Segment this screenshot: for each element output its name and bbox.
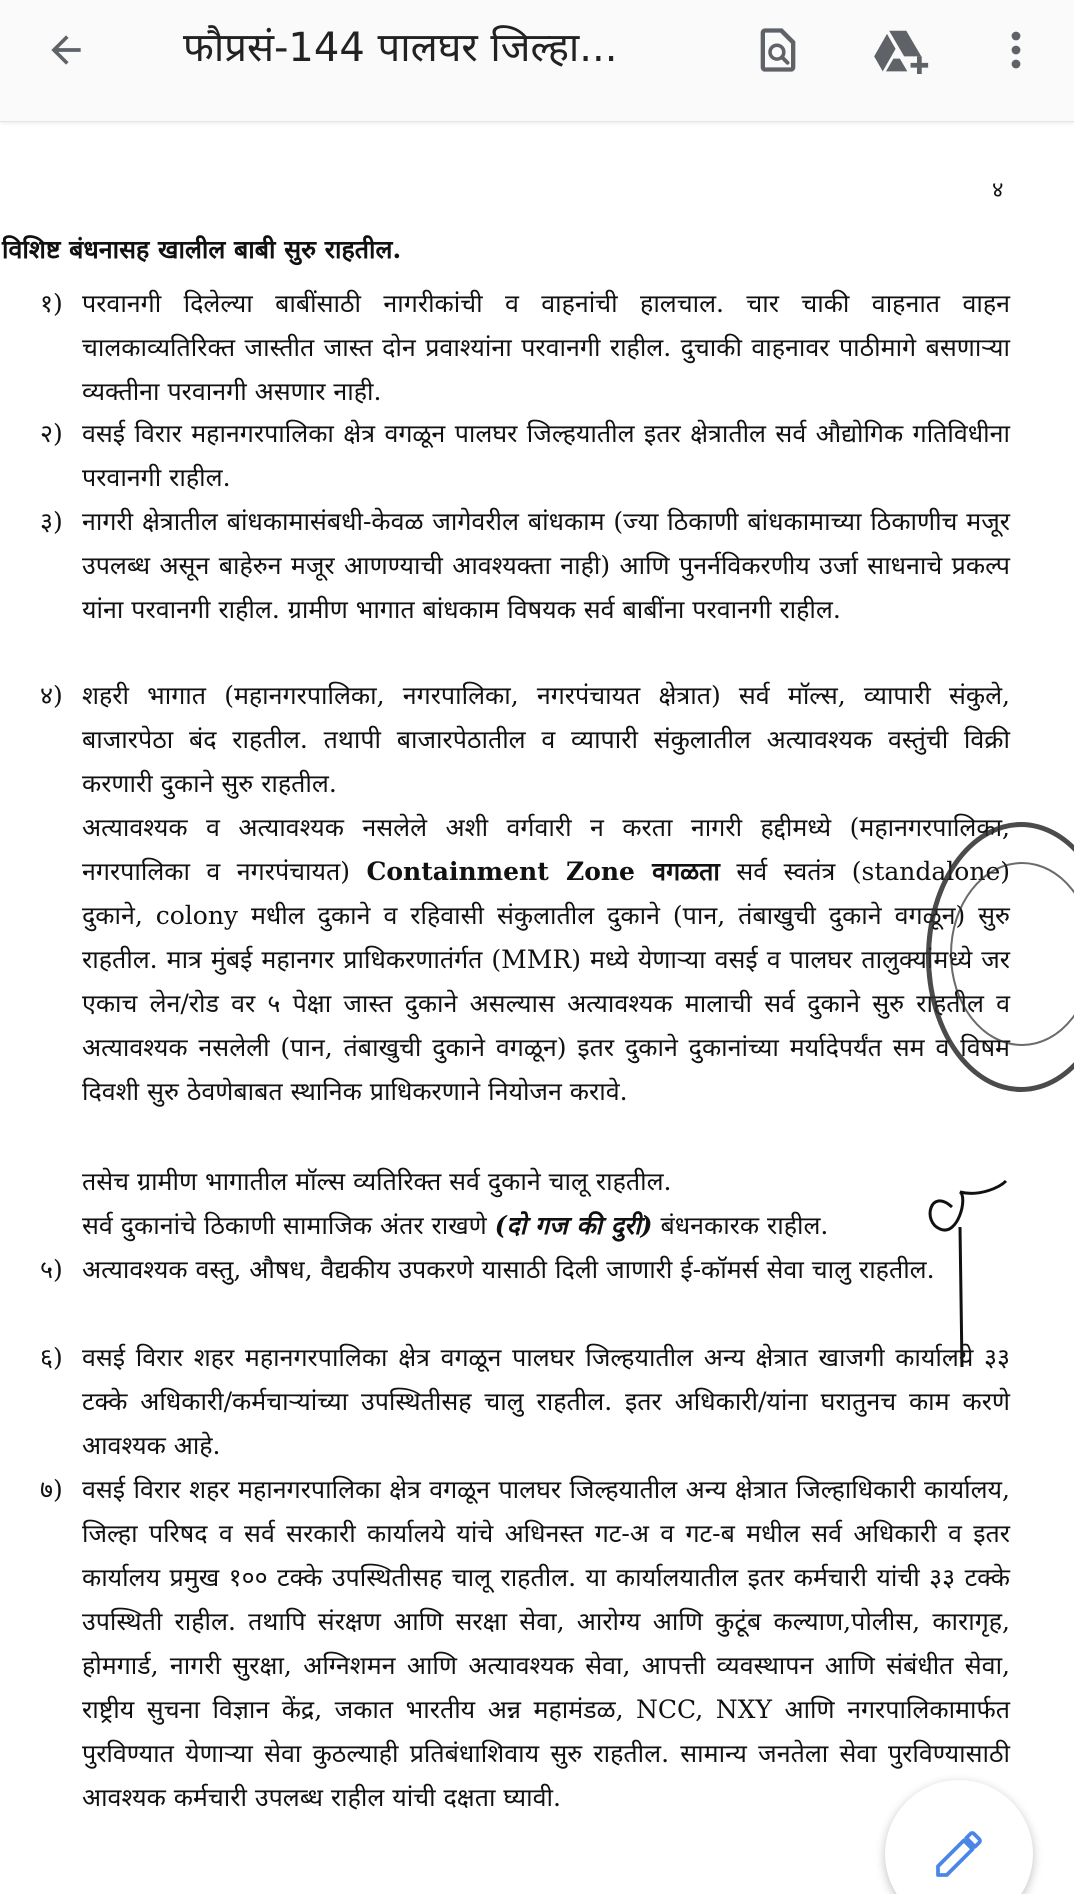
item-text: परवानगी दिलेल्या बाबींसाठी नागरीकांची व वाहनांची हालचाल. चार चाकी वाहनात वाहन चालकाव्यतिरिक्त जास्तीत जास्त दोन प्रवाश्यांना परवानगी राहील. दुचाकी वाहनावर पाठीमागे बसणाऱ्या व्यक्तीना परवानगी असणार नाही. <box>82 289 1010 406</box>
item-number: २) <box>40 419 63 448</box>
app-bar <box>0 0 1074 122</box>
containment-text-after: सर्व स्वतंत्र (standalone) दुकाने, colony मधील दुकाने व रहिवासी संकुलातील दुकाने (पान, तंबाखुची दुकाने वगळून) सुरु राहतील. मात्र मुंबई महानगर प्राधिकरणातंर्गत (MMR) मध्ये येणाऱ्या वसई व पालघर तालुक्यांमध्ये जर एकाच लेन/रोड वर ५ पेक्षा जास्त दुकाने असल्यास अत्यावश्यक मालाची सर्व दुकाने सुरु राहतील व अत्यावश्यक नसलेली (पान, तंबाखुची दुकाने वगळून) इतर दुकाने दुकानांच्या मर्यादेपर्यंत सम व विषम दिवशी सुरु ठेवणेबाबत स्थानिक प्राधिकरणाने नियोजन करावे. <box>82 857 1010 1106</box>
more-options-button[interactable] <box>984 18 1048 82</box>
item-text: शहरी भागात (महानगरपालिका, नगरपालिका, नगरपंचायत क्षेत्रात) सर्व मॉल्स, व्यापारी संकुले, बाजारपेठा बंद राहतील. तथापी बाजारपेठातील व व्यापारी संकुलातील अत्यावश्यक वस्तुंची विक्री करणारी दुकाने सुरु राहतील. <box>82 681 1010 798</box>
find-in-page-icon <box>752 24 804 76</box>
back-button[interactable] <box>38 22 94 78</box>
rural-paragraph: तसेच ग्रामीण भागातील मॉल्स व्यतिरिक्त सर्व दुकाने चालू राहतील. <box>82 1167 672 1196</box>
list-item <box>40 1336 1010 1468</box>
item-number: १) <box>40 289 63 318</box>
item-number: ७) <box>40 1475 63 1504</box>
distance-paragraph <box>82 1204 1010 1248</box>
containment-zone-bold: Containment Zone वगळता <box>366 857 720 886</box>
item-number: ४) <box>40 681 63 710</box>
signature-mark <box>920 1167 1040 1367</box>
item-number: ५) <box>40 1255 63 1284</box>
list-item <box>40 412 1010 500</box>
more-vert-icon <box>992 26 1040 74</box>
section-heading: विशिष्ट बंधनासह खालील बाबी सुरु राहतील. <box>2 235 402 264</box>
distance-text-after: बंधनकारक राहील. <box>652 1211 829 1240</box>
item-text: नागरी क्षेत्रातील बांधकामासंबधी-केवळ जागेवरील बांधकाम (ज्या ठिकाणी बांधकामाच्या ठिकाणीच मजूर उपलब्ध असून बाहेरुन मजूर आणण्याची आवश्यक्ता नाही) आणि पुनर्नविकरणीय उर्जा साधनाचे प्रकल्प यांना परवानगी राहील. ग्रामीण भागात बांधकाम विषयक सर्व बाबींना परवानगी राहील. <box>82 507 1010 624</box>
add-to-drive-button[interactable] <box>870 18 934 82</box>
document-title: फौप्रसं-144 पालघर जिल्हा... <box>183 25 618 71</box>
item-text: वसई विरार शहर महानगरपालिका क्षेत्र वगळून पालघर जिल्हयातील अन्य क्षेत्रात जिल्हाधिकारी कार्यालय, जिल्हा परिषद व सर्व सरकारी कार्यालये यांचे अधिनस्त गट-अ व गट-ब मधील सर्व अधिकारी व इतर कार्यालय प्रमुख १०० टक्के उपस्थितीसह चालू राहतील. या कार्यालयातील इतर कर्मचारी यांची ३३ टक्के उपस्थिती राहील. तथापि संरक्षण आणि सरक्षा सेवा, आरोग्य आणि कुटूंब कल्याण,पोलीस, कारागृह, होमगार्ड, नागरी सुरक्षा, अग्निशमन आणि अत्यावश्यक सेवा, आपत्ती व्यवस्थापन आणि संबंधीत सेवा, राष्ट्रीय सुचना विज्ञान केंद्र, जकात भारतीय अन्न महामंडळ, NCC, NXY आणि नगरपालिकामार्फत पुरविण्यात येणाऱ्या सेवा कुठल्याही प्रतिबंधाशिवाय सुरु राहतील. सामान्य जनतेला सेवा पुरविण्यासाठी आवश्यक कर्मचारी उपलब्ध राहील यांची दक्षता घ्यावी. <box>82 1475 1010 1812</box>
item-text: वसई विरार महानगरपालिका क्षेत्र वगळून पालघर जिल्हयातील इतर क्षेत्रातील सर्व औद्योगिक गतिविधीना परवानगी राहील. <box>82 419 1010 492</box>
item-number: ३) <box>40 507 63 536</box>
edit-pencil-icon <box>931 1826 987 1882</box>
page-number: ४ <box>992 178 1004 203</box>
distance-emphasis: (दो गज की दुरी) <box>494 1211 653 1240</box>
list-item <box>40 674 1010 806</box>
back-arrow-icon <box>44 28 88 72</box>
item-text: वसई विरार शहर महानगरपालिका क्षेत्र वगळून पालघर जिल्हयातील अन्य क्षेत्रात खाजगी कार्यालये ३३ टक्के अधिकारी/कर्मचाऱ्यांच्या उपस्थितीसह चालु राहतील. इतर अधिकारी/यांना घरातुनच काम करणे आवश्यक आहे. <box>82 1343 1010 1460</box>
list-item <box>40 1468 1010 1820</box>
distance-text-before: सर्व दुकानांचे ठिकाणी सामाजिक अंतर राखणे <box>82 1211 495 1240</box>
item-number: ६) <box>40 1343 63 1372</box>
add-to-drive-icon <box>872 22 932 78</box>
list-item <box>40 500 1010 632</box>
item-text: अत्यावश्यक वस्तु, औषध, वैद्यकीय उपकरणे यासाठी दिली जाणारी ई-कॉमर्स सेवा चालु राहतील. <box>82 1255 935 1284</box>
containment-paragraph <box>82 806 1010 1114</box>
list-item <box>40 282 1010 414</box>
list-item <box>40 1248 1010 1292</box>
containment-text-before: अत्यावश्यक व अत्यावश्यक नसलेले अशी वर्गवारी न करता नागरी हद्दीमध्ये (महानगरपालिका, नगरपालिका व नगरपंचायत) <box>82 813 1010 886</box>
document-page[interactable] <box>0 122 1074 1894</box>
find-in-page-button[interactable] <box>746 18 810 82</box>
